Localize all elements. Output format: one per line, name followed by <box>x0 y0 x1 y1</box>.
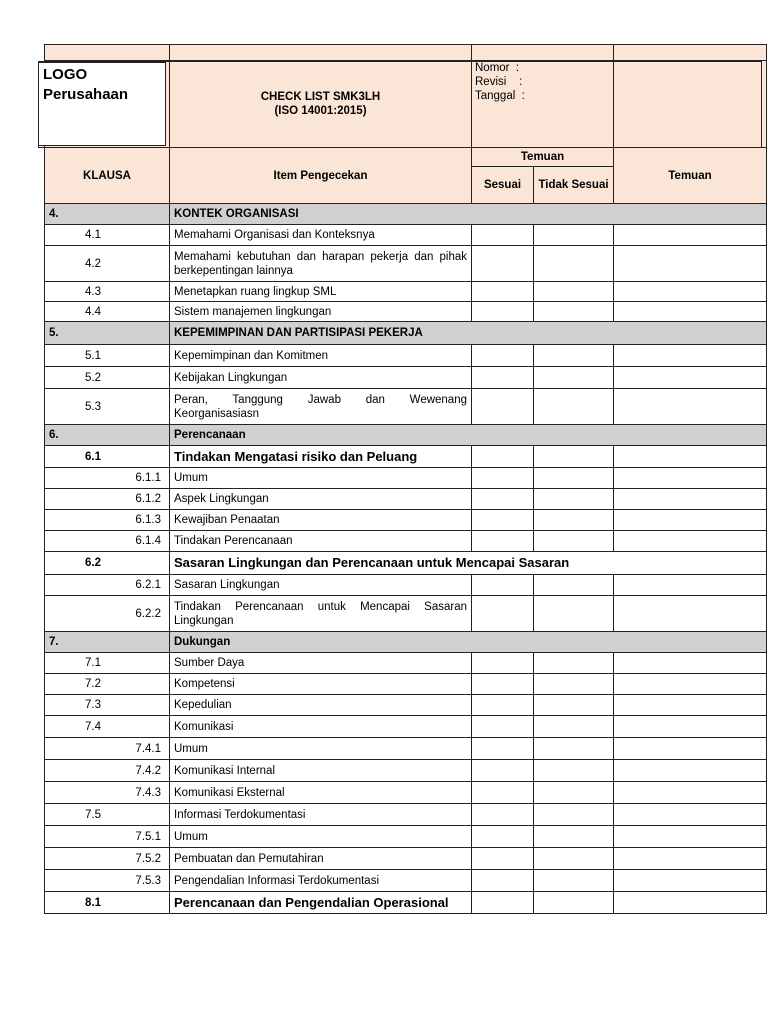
sesuai-cell[interactable] <box>472 468 534 489</box>
document-meta <box>472 61 614 148</box>
tidak-sesuai-cell[interactable] <box>534 716 614 738</box>
sesuai-cell[interactable] <box>472 695 534 716</box>
temuan-cell[interactable] <box>614 531 767 552</box>
klausa-cell: 7.4.2 <box>45 760 170 782</box>
tidak-sesuai-cell[interactable] <box>534 468 614 489</box>
section-row <box>45 425 767 446</box>
section-row <box>45 322 767 345</box>
item-cell: Sistem manajemen lingkungan <box>170 302 472 322</box>
nomor-label: Nomor : <box>475 62 520 74</box>
item-cell: Dukungan <box>170 632 767 653</box>
temuan-cell[interactable] <box>614 804 767 826</box>
klausa-cell: 7.1 <box>45 653 170 674</box>
item-cell: Komunikasi Internal <box>170 760 472 782</box>
sesuai-cell[interactable] <box>472 225 534 246</box>
item-cell: Perencanaan <box>170 425 767 446</box>
item-cell: KONTEK ORGANISASI <box>170 204 767 225</box>
klausa-cell: 7.4.3 <box>45 782 170 804</box>
tidak-sesuai-cell[interactable] <box>534 826 614 848</box>
column-klausa: KLAUSA <box>45 148 170 204</box>
klausa-cell: 6.2.1 <box>45 575 170 596</box>
klausa-cell: 7.4.1 <box>45 738 170 760</box>
temuan-cell[interactable] <box>614 892 767 914</box>
sesuai-cell[interactable] <box>472 826 534 848</box>
checklist-row <box>45 716 767 738</box>
klausa-cell: 7.5.2 <box>45 848 170 870</box>
klausa-cell: 5. <box>45 322 170 345</box>
temuan-cell[interactable] <box>614 716 767 738</box>
tidak-sesuai-cell[interactable] <box>534 367 614 389</box>
tidak-sesuai-cell[interactable] <box>534 848 614 870</box>
tidak-sesuai-cell[interactable] <box>534 674 614 695</box>
tidak-sesuai-cell[interactable] <box>534 892 614 914</box>
item-cell: Kompetensi <box>170 674 472 695</box>
item-cell: Sasaran Lingkungan dan Perencanaan untuk Mencapai Sasaran <box>170 552 767 575</box>
document-title: CHECK LIST SMK3LH (ISO 14001:2015) <box>170 61 472 148</box>
sesuai-cell[interactable] <box>472 345 534 367</box>
klausa-cell: 4. <box>45 204 170 225</box>
tidak-sesuai-cell[interactable] <box>534 738 614 760</box>
checklist-row <box>45 552 767 575</box>
klausa-cell: 6.2.2 <box>45 596 170 632</box>
tidak-sesuai-cell[interactable] <box>534 446 614 468</box>
item-cell: Umum <box>170 826 472 848</box>
tidak-sesuai-cell[interactable] <box>534 695 614 716</box>
checklist-row <box>45 674 767 695</box>
tidak-sesuai-cell[interactable] <box>534 531 614 552</box>
item-cell: Peran, Tanggung Jawab dan Wewenang Keorganisasiasn <box>170 389 472 425</box>
temuan-cell[interactable] <box>614 596 767 632</box>
checklist-row <box>45 848 767 870</box>
tidak-sesuai-cell[interactable] <box>534 782 614 804</box>
checklist-row <box>45 367 767 389</box>
temuan-cell[interactable] <box>614 489 767 510</box>
temuan-cell[interactable] <box>614 782 767 804</box>
item-cell: Kewajiban Penaatan <box>170 510 472 531</box>
checklist-row <box>45 892 767 914</box>
sesuai-cell[interactable] <box>472 596 534 632</box>
sesuai-cell[interactable] <box>472 760 534 782</box>
checklist-row <box>45 738 767 760</box>
tidak-sesuai-cell[interactable] <box>534 653 614 674</box>
column-sesuai: Sesuai <box>472 167 534 204</box>
sesuai-cell[interactable] <box>472 302 534 322</box>
checklist-row <box>45 782 767 804</box>
temuan-cell[interactable] <box>614 826 767 848</box>
sesuai-cell[interactable] <box>472 575 534 596</box>
sesuai-cell[interactable] <box>472 282 534 302</box>
klausa-cell: 7.5 <box>45 804 170 826</box>
checklist-row <box>45 531 767 552</box>
checklist-row <box>45 389 767 425</box>
sesuai-cell[interactable] <box>472 848 534 870</box>
tidak-sesuai-cell[interactable] <box>534 575 614 596</box>
checklist-row <box>45 246 767 282</box>
checklist-row <box>45 826 767 848</box>
sesuai-cell[interactable] <box>472 510 534 531</box>
tidak-sesuai-cell[interactable] <box>534 225 614 246</box>
klausa-cell: 6. <box>45 425 170 446</box>
temuan-cell[interactable] <box>614 225 767 246</box>
tidak-sesuai-cell[interactable] <box>534 804 614 826</box>
checklist-row <box>45 302 767 322</box>
item-cell: Sumber Daya <box>170 653 472 674</box>
item-cell: Sasaran Lingkungan <box>170 575 472 596</box>
klausa-cell: 5.3 <box>45 389 170 425</box>
checklist-row <box>45 446 767 468</box>
item-cell: Kebijakan Lingkungan <box>170 367 472 389</box>
klausa-cell: 4.2 <box>45 246 170 282</box>
column-temuan-group: Temuan <box>472 148 614 167</box>
temuan-cell[interactable] <box>614 674 767 695</box>
tanggal-label: Tanggal : <box>475 90 525 102</box>
klausa-cell: 4.1 <box>45 225 170 246</box>
checklist-row <box>45 345 767 367</box>
item-cell: Informasi Terdokumentasi <box>170 804 472 826</box>
sesuai-cell[interactable] <box>472 446 534 468</box>
klausa-cell: 6.1 <box>45 446 170 468</box>
klausa-cell: 6.2 <box>45 552 170 575</box>
temuan-cell[interactable] <box>614 446 767 468</box>
tidak-sesuai-cell[interactable] <box>534 302 614 322</box>
item-cell: Tindakan Perencanaan untuk Mencapai Sasaran Lingkungan <box>170 596 472 632</box>
klausa-cell: 7. <box>45 632 170 653</box>
section-row <box>45 632 767 653</box>
checklist-row <box>45 510 767 531</box>
klausa-cell: 5.1 <box>45 345 170 367</box>
checklist-row <box>45 653 767 674</box>
item-cell: KEPEMIMPINAN DAN PARTISIPASI PEKERJA <box>170 322 767 345</box>
sesuai-cell[interactable] <box>472 870 534 892</box>
sesuai-cell[interactable] <box>472 674 534 695</box>
sesuai-cell[interactable] <box>472 389 534 425</box>
tidak-sesuai-cell[interactable] <box>534 389 614 425</box>
checklist-row <box>45 596 767 632</box>
sesuai-cell[interactable] <box>472 653 534 674</box>
checklist-row <box>45 804 767 826</box>
klausa-cell: 7.5.3 <box>45 870 170 892</box>
klausa-cell: 6.1.3 <box>45 510 170 531</box>
checklist-row <box>45 468 767 489</box>
sesuai-cell[interactable] <box>472 738 534 760</box>
klausa-cell: 7.4 <box>45 716 170 738</box>
sesuai-cell[interactable] <box>472 531 534 552</box>
klausa-cell: 7.3 <box>45 695 170 716</box>
checklist-row <box>45 760 767 782</box>
item-cell: Komunikasi <box>170 716 472 738</box>
item-cell: Perencanaan dan Pengendalian Operasional <box>170 892 472 914</box>
klausa-cell: 8.1 <box>45 892 170 914</box>
item-cell: Memahami kebutuhan dan harapan pekerja dan pihak berkepentingan lainnya <box>170 246 472 282</box>
klausa-cell: 7.5.1 <box>45 826 170 848</box>
sesuai-cell[interactable] <box>472 246 534 282</box>
temuan-cell[interactable] <box>614 367 767 389</box>
item-cell: Tindakan Mengatasi risiko dan Peluang <box>170 446 472 468</box>
checklist-table <box>44 44 767 914</box>
sesuai-cell[interactable] <box>472 716 534 738</box>
temuan-cell[interactable] <box>614 282 767 302</box>
klausa-cell: 4.4 <box>45 302 170 322</box>
column-item: Item Pengecekan <box>170 148 472 204</box>
tidak-sesuai-cell[interactable] <box>534 489 614 510</box>
checklist-row <box>45 575 767 596</box>
sesuai-cell[interactable] <box>472 782 534 804</box>
temuan-cell[interactable] <box>614 246 767 282</box>
checklist-row <box>45 225 767 246</box>
checklist-row <box>45 695 767 716</box>
temuan-cell[interactable] <box>614 760 767 782</box>
tidak-sesuai-cell[interactable] <box>534 345 614 367</box>
klausa-cell: 4.3 <box>45 282 170 302</box>
sesuai-cell[interactable] <box>472 804 534 826</box>
temuan-cell[interactable] <box>614 870 767 892</box>
tidak-sesuai-cell[interactable] <box>534 760 614 782</box>
revisi-label: Revisi : <box>475 76 523 88</box>
temuan-cell[interactable] <box>614 389 767 425</box>
item-cell: Kepedulian <box>170 695 472 716</box>
item-cell: Menetapkan ruang lingkup SML <box>170 282 472 302</box>
temuan-cell[interactable] <box>614 575 767 596</box>
checklist-row <box>45 870 767 892</box>
company-logo-placeholder: LOGO Perusahaan <box>38 62 166 146</box>
column-tidak-sesuai: Tidak Sesuai <box>534 167 614 204</box>
klausa-cell: 7.2 <box>45 674 170 695</box>
klausa-cell: 6.1.2 <box>45 489 170 510</box>
temuan-cell[interactable] <box>614 738 767 760</box>
klausa-cell: 6.1.1 <box>45 468 170 489</box>
section-row <box>45 204 767 225</box>
checklist-rows <box>45 204 767 914</box>
klausa-cell: 5.2 <box>45 367 170 389</box>
temuan-cell[interactable] <box>614 468 767 489</box>
checklist-row <box>45 282 767 302</box>
tidak-sesuai-cell[interactable] <box>534 246 614 282</box>
item-cell: Komunikasi Eksternal <box>170 782 472 804</box>
sesuai-cell[interactable] <box>472 367 534 389</box>
tidak-sesuai-cell[interactable] <box>534 282 614 302</box>
item-cell: Aspek Lingkungan <box>170 489 472 510</box>
klausa-cell: 6.1.4 <box>45 531 170 552</box>
checklist-row <box>45 489 767 510</box>
temuan-cell[interactable] <box>614 653 767 674</box>
temuan-cell[interactable] <box>614 695 767 716</box>
temuan-cell[interactable] <box>614 302 767 322</box>
temuan-cell[interactable] <box>614 345 767 367</box>
sesuai-cell[interactable] <box>472 489 534 510</box>
item-cell: Pembuatan dan Pemutahiran <box>170 848 472 870</box>
temuan-cell[interactable] <box>614 510 767 531</box>
item-cell: Pengendalian Informasi Terdokumentasi <box>170 870 472 892</box>
column-temuan: Temuan <box>614 148 767 204</box>
item-cell: Kepemimpinan dan Komitmen <box>170 345 472 367</box>
item-cell: Tindakan Perencanaan <box>170 531 472 552</box>
sesuai-cell[interactable] <box>472 892 534 914</box>
tidak-sesuai-cell[interactable] <box>534 510 614 531</box>
temuan-cell[interactable] <box>614 848 767 870</box>
tidak-sesuai-cell[interactable] <box>534 870 614 892</box>
tidak-sesuai-cell[interactable] <box>534 596 614 632</box>
item-cell: Umum <box>170 738 472 760</box>
item-cell: Memahami Organisasi dan Konteksnya <box>170 225 472 246</box>
item-cell: Umum <box>170 468 472 489</box>
